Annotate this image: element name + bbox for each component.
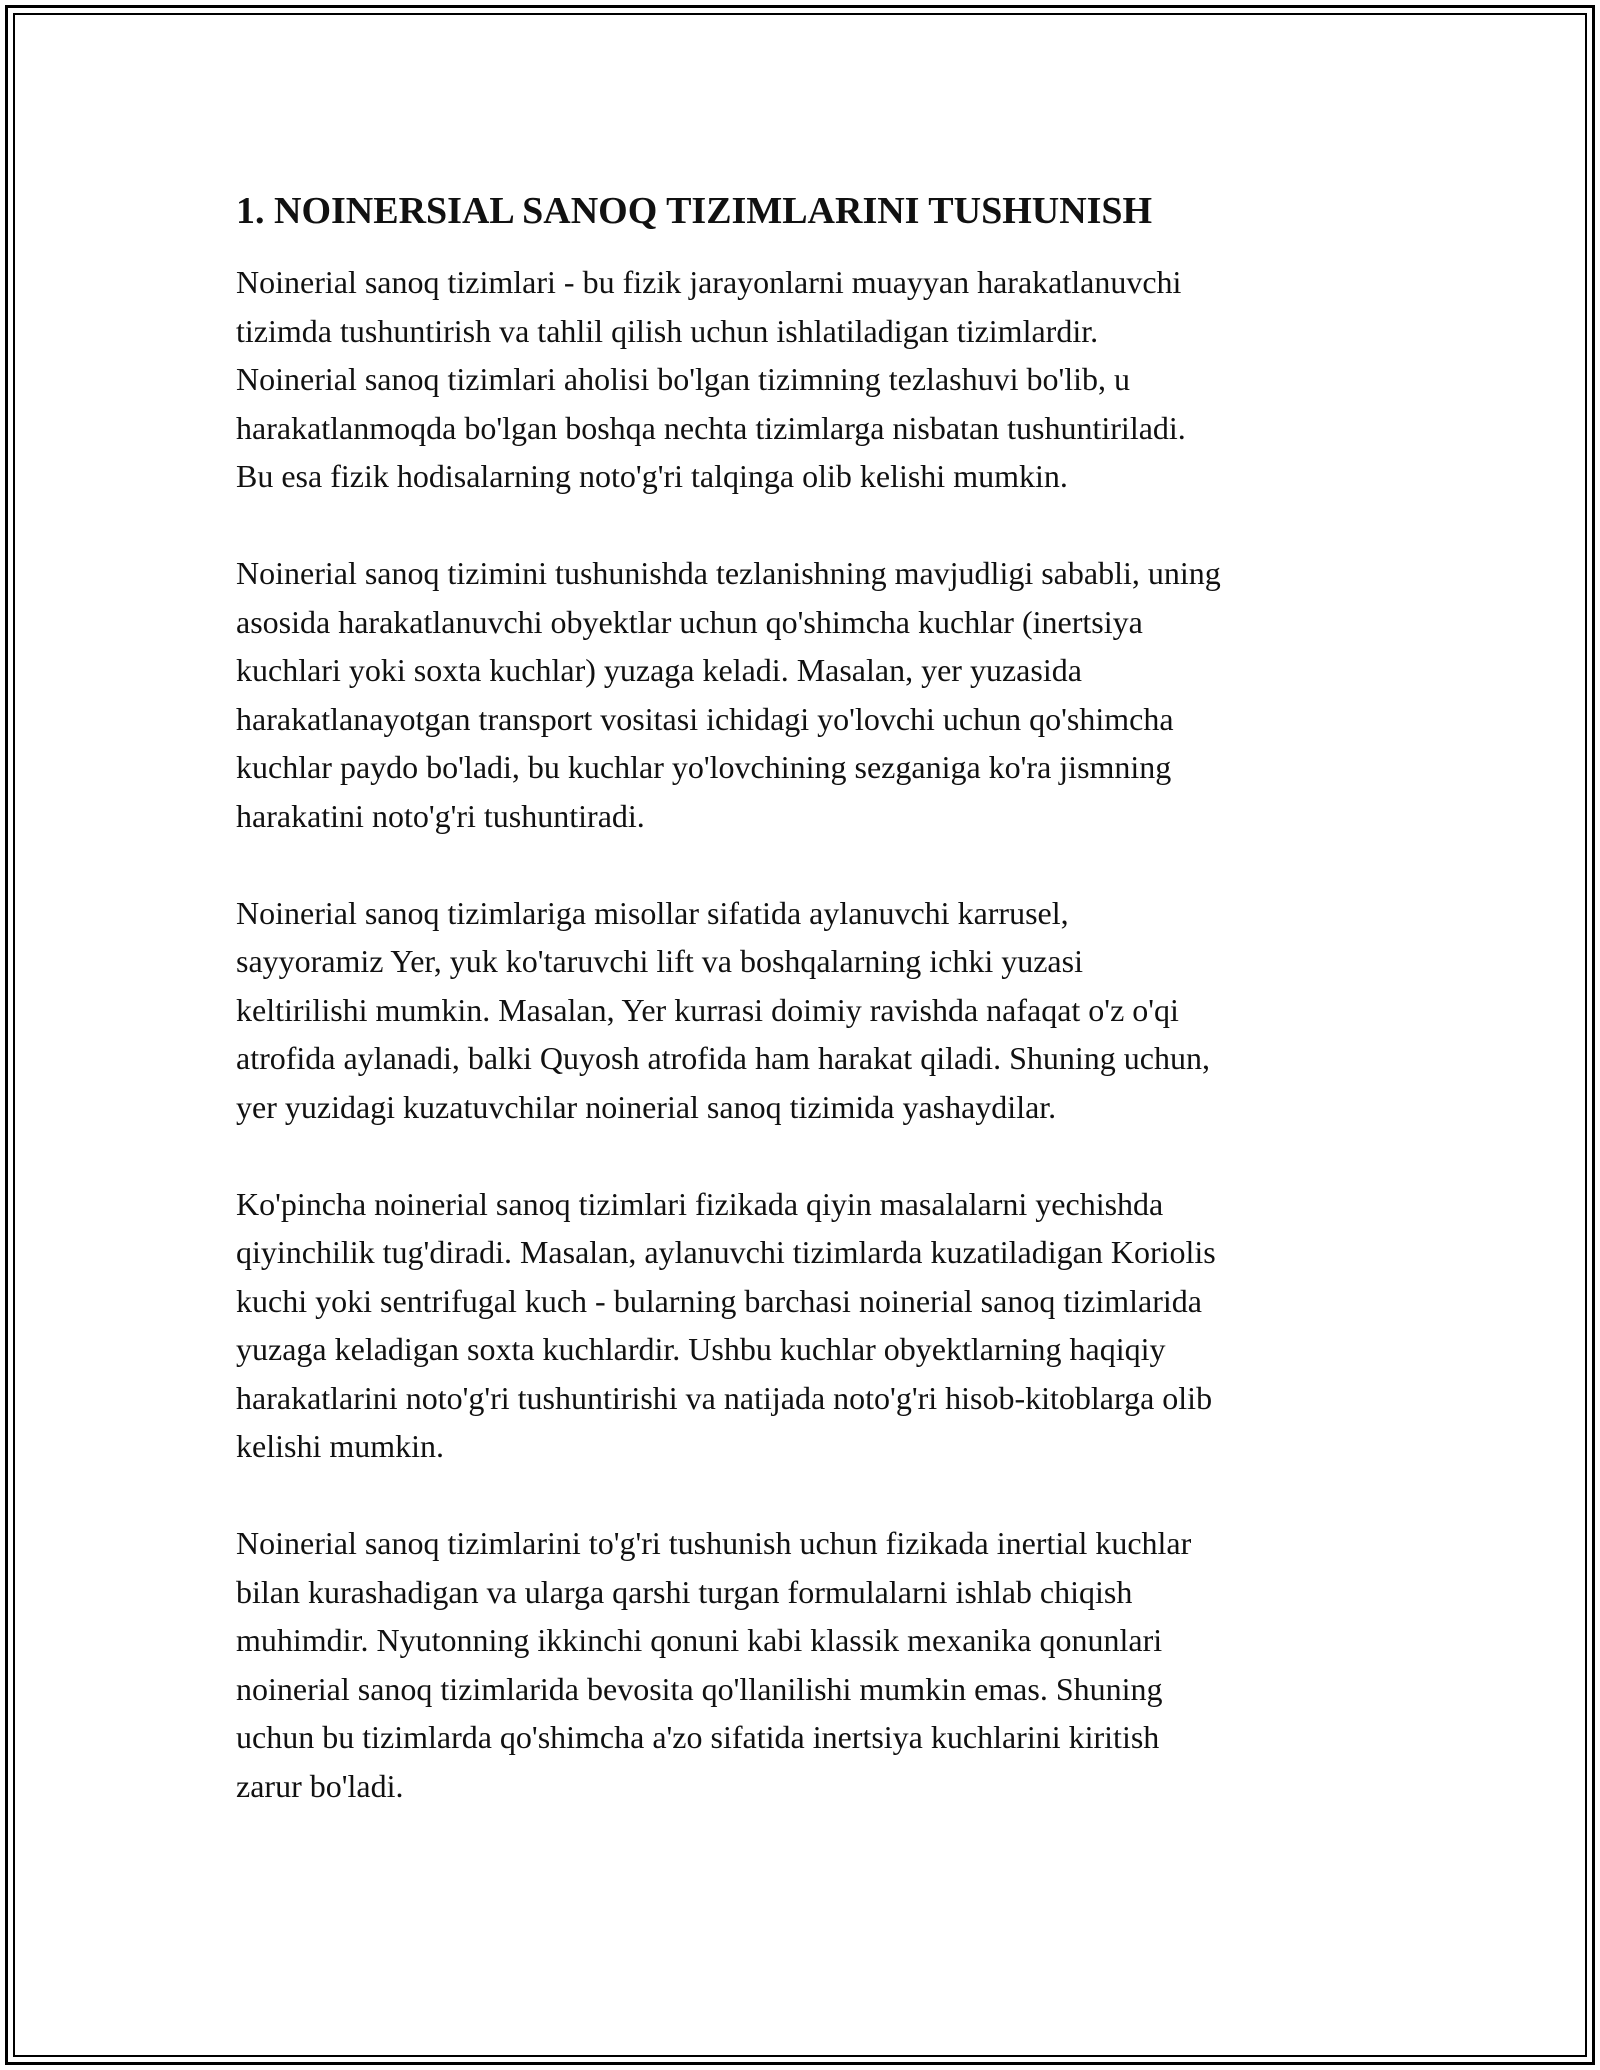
paragraph-line: harakatlanmoqda bo'lgan boshqa nechta tizimlarga nisbatan tushuntiriladi. xyxy=(236,409,1186,446)
paragraph-line: Noinerial sanoq tizimlariga misollar sifatida aylanuvchi karrusel, xyxy=(236,894,1069,931)
paragraph-line: noinerial sanoq tizimlarida bevosita qo'llanilishi mumkin emas. Shuning xyxy=(236,1670,1163,1707)
document-title: 1. NOINERSIAL SANOQ TIZIMLARINI TUSHUNISH xyxy=(236,190,1153,232)
paragraph-line: tizimda tushuntirish va tahlil qilish uchun ishlatiladigan tizimlardir. xyxy=(236,312,1099,349)
paragraph-line: atrofida aylanadi, balki Quyosh atrofida ham harakat qiladi. Shuning uchun, xyxy=(236,1040,1210,1076)
paragraph-line: kelishi mumkin. xyxy=(236,1428,444,1464)
paragraph-line: yer yuzidagi kuzatuvchilar noinerial sanoq tizimida yashaydilar. xyxy=(236,1088,1057,1125)
paragraph-line: keltirilishi mumkin. Masalan, Yer kurrasi doimiy ravishda nafaqat o'z o'qi xyxy=(236,991,1179,1028)
paragraph-line: sayyoramiz Yer, yuk ko'taruvchi lift va boshqalarning ichki yuzasi xyxy=(236,943,1083,979)
paragraph-line: zarur bo'ladi. xyxy=(236,1767,404,1804)
paragraph-line: asosida harakatlanuvchi obyektlar uchun qo'shimcha kuchlar (inertsiya xyxy=(236,603,1143,640)
paragraph-line: Bu esa fizik hodisalarning noto'g'ri talqinga olib kelishi mumkin. xyxy=(236,458,1068,494)
paragraph-1 xyxy=(236,258,1386,501)
paragraph-line: Noinerial sanoq tizimini tushunishda tezlanishning mavjudligi sababli, uning xyxy=(236,555,1221,591)
paragraph-line: kuchlar paydo bo'ladi, bu kuchlar yo'lovchining sezganiga ko'ra jismning xyxy=(236,749,1172,785)
paragraph-line: yuzaga keladigan soxta kuchlardir. Ushbu kuchlar obyektlarning haqiqiy xyxy=(236,1331,1166,1367)
paragraph-line: qiyinchilik tug'diradi. Masalan, aylanuvchi tizimlarda kuzatiladigan Koriolis xyxy=(236,1234,1216,1270)
paragraph-5 xyxy=(236,1519,1386,1810)
paragraph-line: Ko'pincha noinerial sanoq tizimlari fizikada qiyin masalalarni yechishda xyxy=(236,1185,1164,1222)
paragraph-4 xyxy=(236,1180,1386,1471)
paragraph-line: Noinerial sanoq tizimlari - bu fizik jarayonlarni muayyan harakatlanuvchi xyxy=(236,264,1182,300)
paragraph-line: harakatini noto'g'ri tushuntiradi. xyxy=(236,797,645,834)
paragraph-3 xyxy=(236,889,1386,1132)
paragraph-line: harakatlanayotgan transport vositasi ichidagi yo'lovchi uchun qo'shimcha xyxy=(236,700,1174,737)
paragraph-line: harakatlarini noto'g'ri tushuntirishi va natijada noto'g'ri hisob-kitoblarga olib xyxy=(236,1379,1213,1416)
paragraph-line: kuchlari yoki soxta kuchlar) yuzaga keladi. Masalan, yer yuzasida xyxy=(236,652,1082,688)
paragraph-line: Noinerial sanoq tizimlarini to'g'ri tushunish uchun fizikada inertial kuchlar xyxy=(236,1525,1192,1561)
paragraph-line: bilan kurashadigan va ularga qarshi turgan formulalarni ishlab chiqish xyxy=(236,1573,1133,1610)
paragraph-line: kuchi yoki sentrifugal kuch - bularning barchasi noinerial sanoq tizimlarida xyxy=(236,1282,1202,1319)
paragraph-line: Noinerial sanoq tizimlari aholisi bo'lgan tizimning tezlashuvi bo'lib, u xyxy=(236,361,1131,397)
paragraph-2 xyxy=(236,549,1386,840)
paragraph-line: muhimdir. Nyutonning ikkinchi qonuni kabi klassik mexanika qonunlari xyxy=(236,1622,1163,1658)
document-body xyxy=(236,186,1386,1810)
paragraph-line: uchun bu tizimlarda qo'shimcha a'zo sifatida inertsiya kuchlarini kiritish xyxy=(236,1719,1160,1755)
